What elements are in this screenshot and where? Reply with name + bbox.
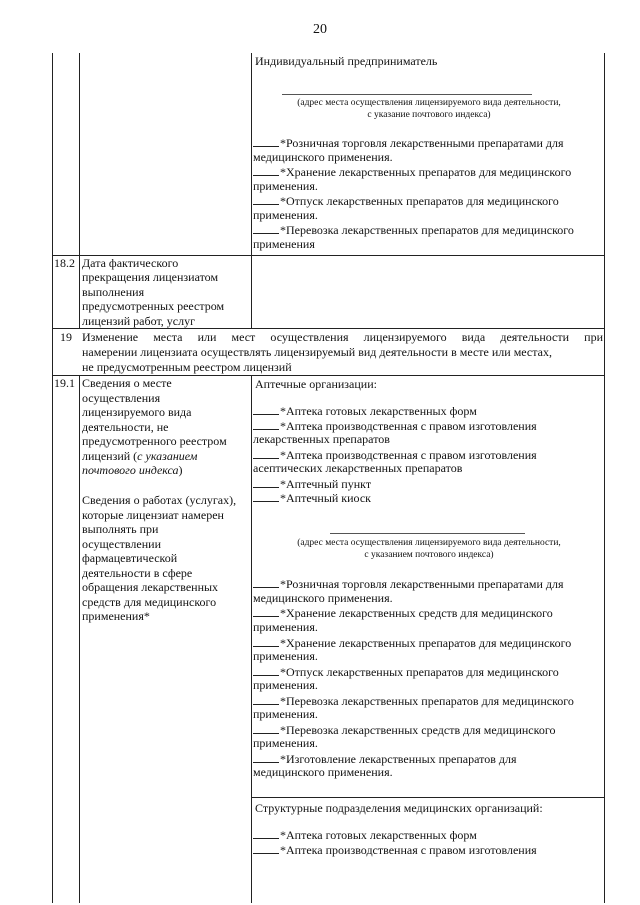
work-item-1: *Розничная торговля лекарственными препаратами для [253,576,564,592]
row-19-1-label-b-6: деятельности в сфере [82,566,193,580]
ip-item-3-cont: применения. [253,208,318,222]
work-item-4-cont: применения. [253,678,318,692]
structural-item-2: *Аптека производственная с правом изготовления [253,842,537,858]
col-divider-num-2 [79,375,80,903]
work-item-7: *Изготовление лекарственных препаратов для [253,751,517,767]
pharmacy-title: Аптечные организации: [255,377,377,391]
row-19-1-label-b-8: средств для медицинского [82,595,217,609]
row-18-2-label-1: Дата фактического [82,256,179,270]
work-item-3: *Хранение лекарственных препаратов для медицинского [253,635,571,651]
row-19-number: 19 [60,330,72,344]
row-19-1-label-b-1: Сведения о работах (услугах), [82,493,237,507]
work-item-5: *Перевозка лекарственных препаратов для медицинского [253,693,574,709]
pharmacy-address-caption-2: с указанием почтового индекса) [364,550,494,560]
work-item-1-cont: медицинского применения. [253,591,393,605]
row-19-1-number: 19.1 [54,376,75,390]
row-19-1-label-b-5: фармацевтической [82,551,178,565]
row-divider-structural [251,797,605,798]
row-19-1-label-b-9: применения* [82,609,150,623]
work-item-2: *Хранение лекарственных средств для медицинского [253,605,553,621]
table-border-right [604,53,605,903]
license-form-table [52,53,605,903]
col-divider-value-1 [251,53,252,328]
row-19-1-label-a-3: лицензируемого вида [82,405,192,419]
row-19-line-2: намерении лицензиата осуществлять лицензируемый вид деятельности в месте или местах, [82,345,552,359]
ip-address-caption-2: с указание почтового индекса) [367,110,491,120]
work-item-6: *Перевозка лекарственных средств для медицинского [253,722,555,738]
row-18-2-label-4: предусмотренных реестром [82,299,225,313]
ip-item-1: *Розничная торговля лекарственными препаратами для [253,135,564,151]
pharmacy-item-3-cont: асептических лекарственных препаратов [253,461,463,475]
ip-item-3: *Отпуск лекарственных препаратов для медицинского [253,193,559,209]
row-19-line-1: Изменение места или мест осуществления лицензируемого вида деятельности при [82,330,603,344]
table-border-left [52,53,53,903]
row-18-2-label-3: выполнения [82,285,145,299]
pharmacy-item-4: *Аптечный пункт [253,476,371,492]
ip-title: Индивидуальный предприниматель [255,54,438,68]
col-divider-value-2 [251,375,252,903]
work-item-7-cont: медицинского применения. [253,765,393,779]
row-19-1-label-a-7: почтового индекса) [82,463,183,477]
row-19-1-label-b-2: которые лицензиат намерен [82,508,224,522]
row-19-1-label-b-3: выполнять при [82,522,159,536]
col-divider-num-1 [79,53,80,328]
pharmacy-address-line [330,533,525,534]
work-item-3-cont: применения. [253,649,318,663]
structural-item-1: *Аптека готовых лекарственных форм [253,827,477,843]
page-number: 20 [313,22,327,37]
pharmacy-item-2: *Аптека производственная с правом изготовления [253,418,537,434]
row-18-2-number: 18.2 [54,256,75,270]
ip-item-4-cont: применения [253,237,315,251]
row-19-1-label-b-4: осуществлении [82,537,161,551]
ip-address-caption-1: (адрес места осуществления лицензируемого вида деятельности, [297,98,561,108]
ip-item-1-cont: медицинского применения. [253,150,393,164]
structural-title: Структурные подразделения медицинских организаций: [255,801,543,815]
row-19-1-label-a-4: деятельности, не [82,420,169,434]
work-item-5-cont: применения. [253,707,318,721]
row-19-1-label-a-6: лицензий (с указанием [82,449,198,463]
pharmacy-item-5: *Аптечный киоск [253,490,371,506]
pharmacy-item-3: *Аптека производственная с правом изготовления [253,447,537,463]
ip-item-2: *Хранение лекарственных препаратов для медицинского [253,164,571,180]
ip-item-2-cont: применения. [253,179,318,193]
pharmacy-address-caption-1: (адрес места осуществления лицензируемого вида деятельности, [297,538,561,548]
ip-item-4: *Перевозка лекарственных препаратов для медицинского [253,222,574,238]
row-19-1-label-a-2: осуществления [82,391,161,405]
work-item-6-cont: применения. [253,736,318,750]
pharmacy-item-1: *Аптека готовых лекарственных форм [253,403,477,419]
row-19-1-label-b-7: обращения лекарственных [82,580,219,594]
row-19-1-label-a-1: Сведения о месте [82,376,172,390]
row-19-line-3: не предусмотренным реестром лицензий [82,360,292,374]
work-item-2-cont: применения. [253,620,318,634]
work-item-4: *Отпуск лекарственных препаратов для медицинского [253,664,559,680]
row-19-1-label-a-5: предусмотренного реестром [82,434,227,448]
ip-address-line [282,94,532,95]
pharmacy-item-2-cont: лекарственных препаратов [253,432,390,446]
row-18-2-label-5: лицензий работ, услуг [82,314,196,328]
row-18-2-label-2: прекращения лицензиатом [82,270,219,284]
